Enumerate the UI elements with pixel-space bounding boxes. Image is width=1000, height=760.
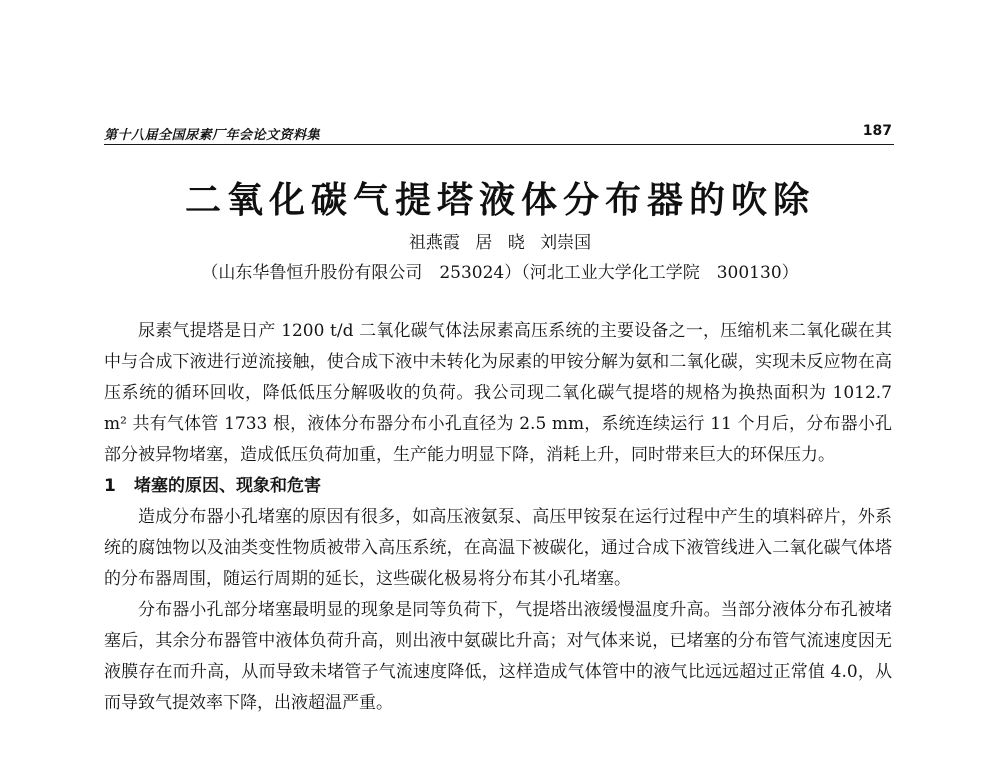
section-number: 1 xyxy=(104,476,116,496)
section-heading xyxy=(104,471,892,502)
running-header xyxy=(104,120,894,145)
author-list: 祖燕霞 居 晓 刘崇国 xyxy=(408,233,592,253)
journal-name: 第十八届全国尿素厂年会论文资料集 xyxy=(104,128,321,143)
page-number: 187 xyxy=(862,123,892,139)
article-body xyxy=(104,316,892,719)
section-paragraph: 分布器小孔部分堵塞最明显的现象是同等负荷下，气提塔出液缓慢温度升高。当部分液体分布孔被堵塞后，其余分布器管中液体负荷升高，则出液中氨碳比升高；对气体来说，已堵塞的分布管气流速度因无液膜存在而升高，从而导致未堵管子气流速度降低，这样造成气体管中的液气比远远超过正常值 4.0，从而导致气提效率下降，出液超温严重。 xyxy=(104,600,892,713)
affiliation-line: （山东华鲁恒升股份有限公司 253024）（河北工业大学化工学院 300130） xyxy=(201,263,799,283)
paper-title: 二氧化碳气提塔液体分布器的吹除 xyxy=(184,180,815,221)
intro-paragraph: 尿素气提塔是日产 1200 t/d 二氧化碳气体法尿素高压系统的主要设备之一，压缩机来二氧化碳在其中与合成下液进行逆流接触，使合成下液中未转化为尿素的甲铵分解为氨和二氧化碳，实现未反应物在高压系统的循环回收，降低低压分解吸收的负荷。我公司现二氧化碳气提塔的规格为换热面积为 1012.7 m² 共有气体管 1733 根，液体分布器分布小孔直径为 2.5 mm，系统连续运行 11 个月后，分布器小孔部分被异物堵塞，造成低压负荷加重，生产能力明显下降，消耗上升，同时带来巨大的环保压力。 xyxy=(104,321,892,465)
section-title: 堵塞的原因、现象和危害 xyxy=(134,476,321,496)
section-paragraph: 造成分布器小孔堵塞的原因有很多，如高压液氨泵、高压甲铵泵在运行过程中产生的填料碎片，外系统的腐蚀物以及油类变性物质被带入高压系统，在高温下被碳化，通过合成下液管线进入二氧化碳气体塔的分布器周围，随运行周期的延长，这些碳化极易将分布其小孔堵塞。 xyxy=(104,507,892,589)
